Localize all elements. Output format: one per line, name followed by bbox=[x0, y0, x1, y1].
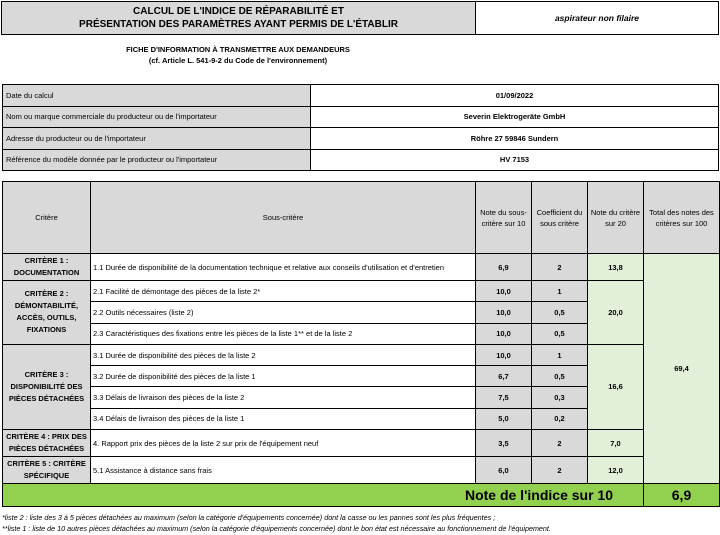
footnote-liste-2: *liste 2 : liste des 3 à 5 pièces détachées au maximum (selon la catégorie d'équipements concernée) dont la casse ou les pannes sont les plus fréquentes ; bbox=[2, 513, 496, 522]
sub-criterion: 2.1 Facilité de démontage des pièces de la liste 2* bbox=[91, 281, 476, 302]
fiche-information bbox=[0, 44, 476, 66]
info-value: Severin Elektrogeräte GmbH bbox=[311, 106, 719, 128]
criterion-4-note: 7,0 bbox=[588, 430, 644, 457]
header-critere: Critère bbox=[3, 182, 91, 254]
info-row bbox=[3, 149, 719, 171]
product-type: aspirateur non filaire bbox=[476, 1, 719, 35]
title-line-1: CALCUL DE L'INDICE DE RÉPARABILITÉ ET bbox=[133, 6, 344, 17]
table-row bbox=[3, 457, 720, 484]
document-title bbox=[1, 1, 476, 35]
sub-coefficient: 1 bbox=[532, 344, 588, 365]
sub-coefficient: 0,5 bbox=[532, 323, 588, 344]
final-score: 6,9 bbox=[644, 484, 720, 507]
header-sous-critere: Sous-critère bbox=[91, 182, 476, 254]
criterion-5: CRITÈRE 5 : CRITÈRE SPÉCIFIQUE bbox=[3, 457, 91, 484]
info-value: Röhre 27 59846 Sundern bbox=[311, 128, 719, 150]
sub-criterion: 2.2 Outils nécessaires (liste 2) bbox=[91, 302, 476, 323]
sub-coefficient: 0,3 bbox=[532, 387, 588, 408]
table-row bbox=[3, 254, 720, 281]
sub-note: 10,0 bbox=[476, 344, 532, 365]
criterion-1-note: 13,8 bbox=[588, 254, 644, 281]
sub-coefficient: 0,5 bbox=[532, 302, 588, 323]
footnote-liste-1: **liste 1 : liste de 10 autres pièces détachées au maximum (selon la catégorie d'équipements concernée) dont le bon état est nécessaire au fonctionnement de l'équipement. bbox=[2, 524, 551, 533]
sub-criterion: 3.3 Délais de livraison des pièces de la liste 2 bbox=[91, 387, 476, 408]
sub-criterion: 4. Rapport prix des pièces de la liste 2 sur prix de l'équipement neuf bbox=[91, 430, 476, 457]
sub-note: 5,0 bbox=[476, 408, 532, 429]
final-row bbox=[3, 484, 720, 507]
final-label: Note de l'indice sur 10 bbox=[3, 484, 644, 507]
info-label: Référence du modèle donnée par le producteur ou l'importateur bbox=[3, 149, 311, 171]
sub-note: 10,0 bbox=[476, 281, 532, 302]
sub-coefficient: 2 bbox=[532, 254, 588, 281]
repairability-table bbox=[2, 181, 720, 507]
sub-note: 6,7 bbox=[476, 366, 532, 387]
criterion-1: CRITÈRE 1 : DOCUMENTATION bbox=[3, 254, 91, 281]
sub-criterion: 3.2 Durée de disponibilité des pièces de la liste 1 bbox=[91, 366, 476, 387]
info-row bbox=[3, 128, 719, 150]
sub-coefficient: 2 bbox=[532, 430, 588, 457]
table-row bbox=[3, 430, 720, 457]
header-coefficient: Coefficient du sous critère bbox=[532, 182, 588, 254]
sub-criterion: 3.1 Durée de disponibilité des pièces de la liste 2 bbox=[91, 344, 476, 365]
title-line-2: PRÉSENTATION DES PARAMÈTRES AYANT PERMIS DE L'ÉTABLIR bbox=[79, 19, 398, 30]
info-row bbox=[3, 85, 719, 107]
sub-criterion: 2.3 Caractéristiques des fixations entre les pièces de la liste 1** et de la liste 2 bbox=[91, 323, 476, 344]
sub-note: 10,0 bbox=[476, 323, 532, 344]
sub-coefficient: 0,5 bbox=[532, 366, 588, 387]
table-row bbox=[3, 281, 720, 302]
sub-note: 6,9 bbox=[476, 254, 532, 281]
info-label: Nom ou marque commerciale du producteur ou de l'importateur bbox=[3, 106, 311, 128]
criterion-2: CRITÈRE 2 : DÉMONTABILITÉ, ACCÈS, OUTILS, FIXATIONS bbox=[3, 281, 91, 345]
sub-coefficient: 0,2 bbox=[532, 408, 588, 429]
fiche-line-1: FICHE D'INFORMATION À TRANSMETTRE AUX DEMANDEURS bbox=[126, 45, 350, 54]
footnotes bbox=[2, 512, 718, 534]
sub-note: 6,0 bbox=[476, 457, 532, 484]
info-label: Date du calcul bbox=[3, 85, 311, 107]
header-total: Total des notes des critères sur 100 bbox=[644, 182, 720, 254]
criterion-4: CRITÈRE 4 : PRIX DES PIÈCES DÉTACHÉES bbox=[3, 430, 91, 457]
sub-note: 7,5 bbox=[476, 387, 532, 408]
info-table bbox=[2, 84, 719, 171]
header-note-10: Note du sous-critère sur 10 bbox=[476, 182, 532, 254]
info-label: Adresse du producteur ou de l'importateur bbox=[3, 128, 311, 150]
criterion-2-note: 20,0 bbox=[588, 281, 644, 345]
sub-note: 10,0 bbox=[476, 302, 532, 323]
info-row bbox=[3, 106, 719, 128]
sub-criterion: 3.4 Délais de livraison des pièces de la liste 1 bbox=[91, 408, 476, 429]
sub-note: 3,5 bbox=[476, 430, 532, 457]
sub-criterion: 1.1 Durée de disponibilité de la documentation technique et relative aux conseils d'utilisation et d'entretien bbox=[91, 254, 476, 281]
info-value: 01/09/2022 bbox=[311, 85, 719, 107]
total-score: 69,4 bbox=[644, 254, 720, 484]
sub-criterion: 5.1 Assistance à distance sans frais bbox=[91, 457, 476, 484]
criterion-3: CRITÈRE 3 : DISPONIBILITÉ DES PIÈCES DÉTACHÉES bbox=[3, 344, 91, 429]
criterion-5-note: 12,0 bbox=[588, 457, 644, 484]
header-note-20: Note du critère sur 20 bbox=[588, 182, 644, 254]
info-value: HV 7153 bbox=[311, 149, 719, 171]
table-row bbox=[3, 344, 720, 365]
fiche-line-2: (cf. Article L. 541-9-2 du Code de l'environnement) bbox=[148, 56, 328, 65]
criterion-3-note: 16,6 bbox=[588, 344, 644, 429]
sub-coefficient: 1 bbox=[532, 281, 588, 302]
sub-coefficient: 2 bbox=[532, 457, 588, 484]
